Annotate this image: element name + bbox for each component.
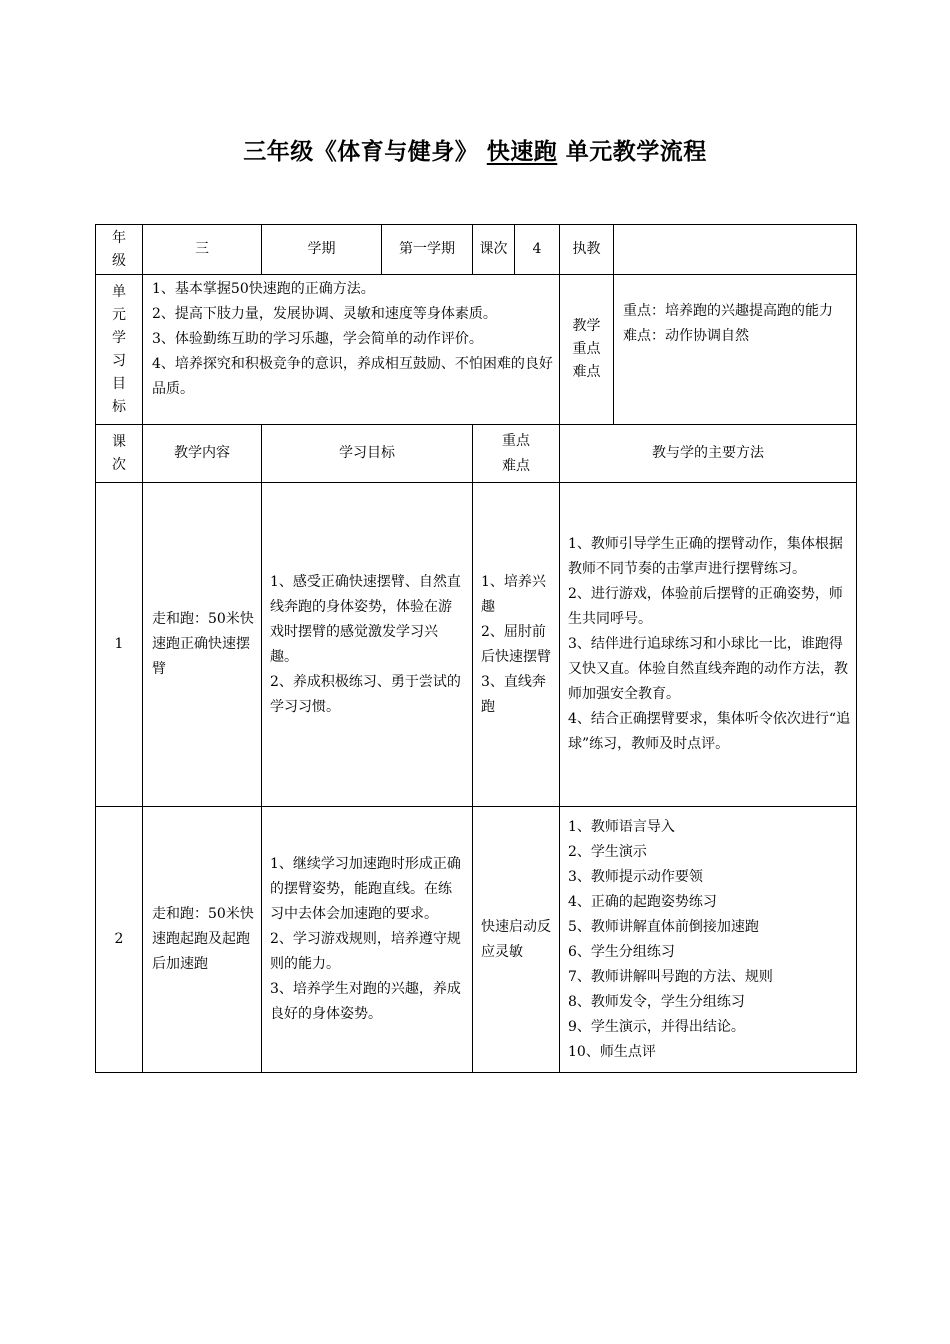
header-key: 重点难点 <box>502 432 530 474</box>
info-row <box>96 225 857 275</box>
method-item: 5、教师讲解直体前倒接加速跑 <box>568 918 759 935</box>
method-item: 10、师生点评 <box>568 1043 656 1060</box>
grade-label-cell <box>96 225 143 275</box>
unit-goals-row <box>96 275 857 425</box>
method-item: 9、学生演示，并得出结论。 <box>568 1018 745 1035</box>
table-row <box>96 807 857 1073</box>
term-label: 学期 <box>262 225 382 275</box>
unit-goal-item: 1、基本掌握50快速跑的正确方法。 <box>152 281 375 297</box>
method-item: 4、正确的起跑姿势练习 <box>568 893 717 910</box>
method-item: 2、学生演示 <box>568 843 647 860</box>
lessons-label: 课次 <box>473 225 515 275</box>
row2-content: 走和跑：50米快速跑起跑及起跑后加速跑 <box>143 807 262 1073</box>
header-row <box>96 425 857 483</box>
method-item: 7、教师讲解叫号跑的方法、规则 <box>568 968 773 985</box>
objective-item: 2、学习游戏规则，培养遵守规则的能力。 <box>270 931 461 972</box>
teacher-label: 执教 <box>560 225 614 275</box>
lessons-value: 4 <box>515 225 560 275</box>
method-item: 3、教师提示动作要领 <box>568 868 703 885</box>
row1-objectives <box>262 483 473 807</box>
key-item: 3、直线奔跑 <box>481 673 546 715</box>
row1-methods <box>560 483 857 807</box>
header-key-cell <box>473 425 560 483</box>
key-item: 2、屈肘前后快速摆臂 <box>481 623 551 665</box>
term-value: 第一学期 <box>382 225 473 275</box>
table-row <box>96 483 857 807</box>
method-item: 6、学生分组练习 <box>568 943 675 960</box>
objective-item: 1、继续学习加速跑时形成正确的摆臂姿势，能跑直线。在练习中去体会加速跑的要求。 <box>270 856 461 922</box>
unit-goals-cell <box>143 275 560 425</box>
page-title <box>0 133 950 166</box>
keypoints-cell <box>614 275 857 425</box>
keypoints-label-cell <box>560 275 614 425</box>
row2-key <box>473 807 560 1073</box>
method-item: 2、进行游戏，体验前后摆臂的正确姿势，师生共同呼号。 <box>568 586 843 627</box>
method-item: 3、结伴进行追球练习和小球比一比，谁跑得又快又直。体验自然直线奔跑的动作方法，教师加强安全教育。 <box>568 636 848 702</box>
key-item: 1、培养兴趣 <box>481 573 546 615</box>
objective-item: 3、培养学生对跑的兴趣，养成良好的身体姿势。 <box>270 981 461 1022</box>
row2-lesson: 2 <box>96 807 143 1073</box>
objective-item: 2、养成积极练习、勇于尝试的学习习惯。 <box>270 673 461 715</box>
teacher-value <box>614 225 857 275</box>
row1-key <box>473 483 560 807</box>
row2-objectives <box>262 807 473 1073</box>
unit-goal-item: 3、体验勤练互助的学习乐趣，学会简单的动作评价。 <box>152 331 483 347</box>
header-lesson: 课次 <box>112 433 126 473</box>
row1-content: 走和跑：50米快速跑正确快速摆臂 <box>143 483 262 807</box>
method-item: 1、教师语言导入 <box>568 818 675 835</box>
unit-goals-label: 单元学习目标 <box>112 283 126 415</box>
title-part1: 三年级《体育与健身》 <box>243 139 479 165</box>
method-item: 4、结合正确摆臂要求，集体听令依次进行“追球”练习，教师及时点评。 <box>568 711 851 752</box>
header-methods: 教与学的主要方法 <box>560 425 857 483</box>
unit-goal-item: 4、培养探究和积极竞争的意识，养成相互鼓励、不怕困难的良好品质。 <box>152 356 553 397</box>
unit-goals-label-cell <box>96 275 143 425</box>
grade-value: 三 <box>143 225 262 275</box>
keypoints-focus: 重点：培养跑的兴趣提高跑的能力 <box>623 303 833 319</box>
grade-label: 年级 <box>112 229 126 269</box>
unit-goal-item: 2、提高下肢力量，发展协调、灵敏和速度等身体素质。 <box>152 306 497 322</box>
header-lesson-cell <box>96 425 143 483</box>
objective-item: 1、感受正确快速摆臂、自然直线奔跑的身体姿势，体验在游戏时摆臂的感觉激发学习兴趣。 <box>270 573 461 665</box>
row2-methods <box>560 807 857 1073</box>
header-content: 教学内容 <box>143 425 262 483</box>
row1-lesson: 1 <box>96 483 143 807</box>
method-item: 1、教师引导学生正确的摆臂动作，集体根据教师不同节奏的击掌声进行摆臂练习。 <box>568 536 843 577</box>
title-topic: 快速跑 <box>486 139 558 165</box>
keypoints-difficulty: 难点：动作协调自然 <box>623 328 749 344</box>
method-item: 8、教师发令，学生分组练习 <box>568 993 745 1010</box>
key-item: 快速启动反应灵敏 <box>481 918 551 960</box>
keypoints-label: 教学重点难点 <box>572 318 601 380</box>
unit-plan-table <box>95 224 857 1073</box>
title-part3: 单元教学流程 <box>565 139 707 165</box>
header-objectives: 学习目标 <box>262 425 473 483</box>
